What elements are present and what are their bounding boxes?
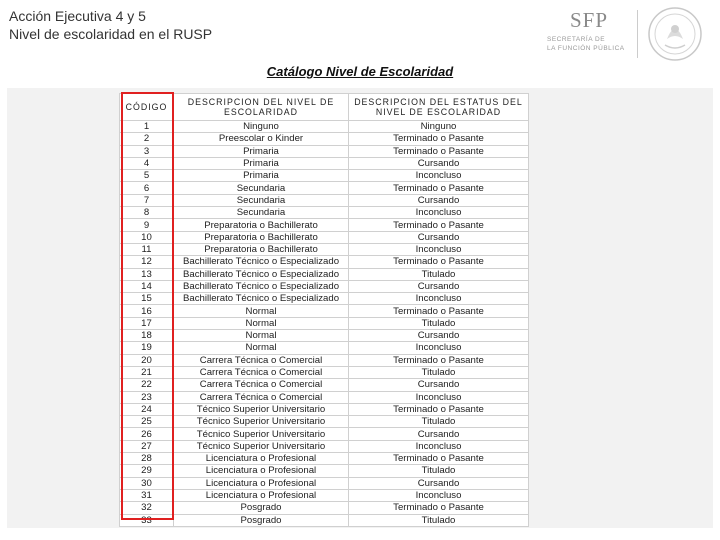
table-header-row — [120, 94, 529, 121]
cell-level: Carrera Técnica o Comercial — [174, 354, 349, 366]
cell-level: Técnico Superior Universitario — [174, 428, 349, 440]
table-row — [120, 133, 529, 145]
cell-code: 12 — [120, 256, 174, 268]
cell-status: Inconcluso — [349, 170, 529, 182]
table-body — [120, 121, 529, 527]
table-row — [120, 280, 529, 292]
cell-status: Inconcluso — [349, 207, 529, 219]
cell-level: Bachillerato Técnico o Especializado — [174, 293, 349, 305]
cell-code: 21 — [120, 366, 174, 378]
cell-code: 30 — [120, 477, 174, 489]
sfp-logo — [545, 8, 630, 54]
cell-code: 3 — [120, 145, 174, 157]
cell-code: 33 — [120, 514, 174, 526]
column-header-level: DESCRIPCION DEL NIVEL DE ESCOLARIDAD — [174, 94, 349, 121]
table-row — [120, 354, 529, 366]
cell-status: Titulado — [349, 366, 529, 378]
cell-code: 4 — [120, 157, 174, 169]
column-header-status: DESCRIPCION DEL ESTATUS DEL NIVEL DE ESCOLARIDAD — [349, 94, 529, 121]
cell-level: Secundaria — [174, 207, 349, 219]
cell-status: Terminado o Pasante — [349, 145, 529, 157]
cell-code: 10 — [120, 231, 174, 243]
table-row — [120, 194, 529, 206]
slide-title-line1: Acción Ejecutiva 4 y 5 — [9, 8, 146, 24]
cell-status: Cursando — [349, 379, 529, 391]
cell-level: Técnico Superior Universitario — [174, 403, 349, 415]
table-row — [120, 514, 529, 526]
column-header-code: CÓDIGO — [120, 94, 174, 121]
table-row — [120, 453, 529, 465]
cell-code: 29 — [120, 465, 174, 477]
cell-level: Técnico Superior Universitario — [174, 440, 349, 452]
cell-status: Inconcluso — [349, 243, 529, 255]
cell-level: Normal — [174, 317, 349, 329]
table-row — [120, 182, 529, 194]
table-row — [120, 379, 529, 391]
cell-level: Licenciatura o Profesional — [174, 489, 349, 501]
cell-code: 25 — [120, 416, 174, 428]
sfp-logo-line2: LA FUNCIÓN PÚBLICA — [547, 45, 625, 52]
cell-status: Cursando — [349, 477, 529, 489]
table-row — [120, 256, 529, 268]
cell-code: 27 — [120, 440, 174, 452]
cell-status: Terminado o Pasante — [349, 354, 529, 366]
cell-status: Terminado o Pasante — [349, 502, 529, 514]
table-row — [120, 268, 529, 280]
cell-level: Preparatoria o Bachillerato — [174, 231, 349, 243]
table-row — [120, 305, 529, 317]
table-row — [120, 207, 529, 219]
sfp-logo-mark: SFP — [570, 8, 609, 32]
cell-level: Ninguno — [174, 121, 349, 133]
cell-code: 9 — [120, 219, 174, 231]
table-row — [120, 243, 529, 255]
cell-status: Terminado o Pasante — [349, 182, 529, 194]
table-row — [120, 403, 529, 415]
table-row — [120, 428, 529, 440]
slide-title-line2: Nivel de escolaridad en el RUSP — [9, 26, 213, 42]
cell-status: Inconcluso — [349, 489, 529, 501]
cell-code: 17 — [120, 317, 174, 329]
cell-code: 8 — [120, 207, 174, 219]
cell-status: Terminado o Pasante — [349, 305, 529, 317]
cell-status: Inconcluso — [349, 440, 529, 452]
cell-level: Bachillerato Técnico o Especializado — [174, 256, 349, 268]
cell-level: Normal — [174, 342, 349, 354]
cell-status: Ninguno — [349, 121, 529, 133]
cell-level: Normal — [174, 305, 349, 317]
cell-code: 7 — [120, 194, 174, 206]
cell-level: Carrera Técnica o Comercial — [174, 366, 349, 378]
cell-code: 1 — [120, 121, 174, 133]
cell-code: 2 — [120, 133, 174, 145]
cell-level: Posgrado — [174, 514, 349, 526]
cell-level: Secundaria — [174, 194, 349, 206]
education-level-table — [119, 93, 529, 527]
catalog-title: Catálogo Nivel de Escolaridad — [266, 64, 454, 79]
cell-level: Licenciatura o Profesional — [174, 465, 349, 477]
cell-code: 18 — [120, 330, 174, 342]
table-row — [120, 170, 529, 182]
cell-status: Terminado o Pasante — [349, 403, 529, 415]
cell-status: Inconcluso — [349, 391, 529, 403]
cell-level: Técnico Superior Universitario — [174, 416, 349, 428]
table-row — [120, 121, 529, 133]
cell-status: Terminado o Pasante — [349, 133, 529, 145]
cell-code: 22 — [120, 379, 174, 391]
table-row — [120, 293, 529, 305]
cell-code: 16 — [120, 305, 174, 317]
cell-code: 11 — [120, 243, 174, 255]
cell-level: Carrera Técnica o Comercial — [174, 379, 349, 391]
cell-code: 31 — [120, 489, 174, 501]
cell-level: Primaria — [174, 145, 349, 157]
cell-level: Posgrado — [174, 502, 349, 514]
cell-code: 20 — [120, 354, 174, 366]
cell-level: Primaria — [174, 170, 349, 182]
cell-level: Carrera Técnica o Comercial — [174, 391, 349, 403]
cell-level: Secundaria — [174, 182, 349, 194]
table-row — [120, 477, 529, 489]
table-row — [120, 416, 529, 428]
logo-divider — [637, 10, 638, 58]
cell-status: Cursando — [349, 330, 529, 342]
cell-status: Titulado — [349, 268, 529, 280]
cell-code: 6 — [120, 182, 174, 194]
cell-code: 19 — [120, 342, 174, 354]
cell-level: Licenciatura o Profesional — [174, 453, 349, 465]
cell-code: 14 — [120, 280, 174, 292]
cell-code: 15 — [120, 293, 174, 305]
table-row — [120, 342, 529, 354]
cell-level: Preparatoria o Bachillerato — [174, 243, 349, 255]
cell-status: Cursando — [349, 231, 529, 243]
table-row — [120, 145, 529, 157]
table-row — [120, 366, 529, 378]
cell-status: Titulado — [349, 465, 529, 477]
cell-status: Cursando — [349, 194, 529, 206]
cell-level: Preescolar o Kinder — [174, 133, 349, 145]
cell-status: Titulado — [349, 416, 529, 428]
cell-code: 23 — [120, 391, 174, 403]
cell-level: Normal — [174, 330, 349, 342]
cell-status: Titulado — [349, 317, 529, 329]
cell-status: Terminado o Pasante — [349, 256, 529, 268]
cell-code: 26 — [120, 428, 174, 440]
cell-status: Cursando — [349, 280, 529, 292]
cell-status: Inconcluso — [349, 293, 529, 305]
table-row — [120, 317, 529, 329]
slide-title — [9, 7, 212, 43]
cell-level: Primaria — [174, 157, 349, 169]
cell-code: 13 — [120, 268, 174, 280]
cell-status: Inconcluso — [349, 342, 529, 354]
cell-status: Cursando — [349, 157, 529, 169]
table-row — [120, 231, 529, 243]
national-seal-icon — [645, 5, 705, 63]
table-row — [120, 391, 529, 403]
cell-code: 5 — [120, 170, 174, 182]
table-row — [120, 157, 529, 169]
table-row — [120, 219, 529, 231]
sfp-logo-line1: SECRETARÍA DE — [547, 36, 606, 43]
cell-status: Titulado — [349, 514, 529, 526]
cell-code: 32 — [120, 502, 174, 514]
cell-status: Terminado o Pasante — [349, 219, 529, 231]
cell-level: Bachillerato Técnico o Especializado — [174, 268, 349, 280]
table-row — [120, 440, 529, 452]
cell-status: Cursando — [349, 428, 529, 440]
cell-code: 28 — [120, 453, 174, 465]
table-row — [120, 502, 529, 514]
cell-status: Terminado o Pasante — [349, 453, 529, 465]
table-row — [120, 330, 529, 342]
cell-level: Preparatoria o Bachillerato — [174, 219, 349, 231]
table-row — [120, 489, 529, 501]
cell-code: 24 — [120, 403, 174, 415]
table-row — [120, 465, 529, 477]
cell-level: Bachillerato Técnico o Especializado — [174, 280, 349, 292]
cell-level: Licenciatura o Profesional — [174, 477, 349, 489]
